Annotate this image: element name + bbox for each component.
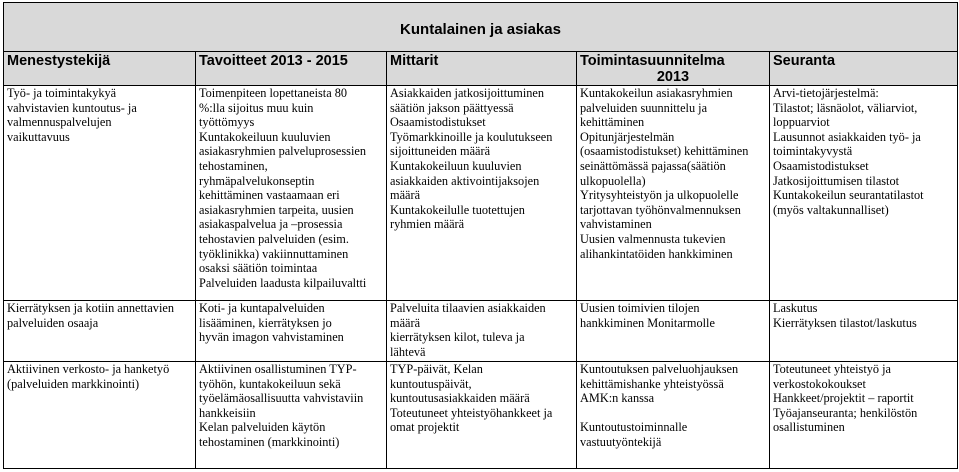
- cell-text-line: osallistuminen: [773, 420, 845, 435]
- cell-text-line: kehittäminen vastaamaan eri: [199, 188, 340, 203]
- cell-text-line: säätiön jakson päättyessä: [390, 100, 514, 115]
- cell-text-line: TYP-päivät, Kelan: [390, 362, 483, 376]
- cell-text-line: asiakasryhmien palveluprosessien: [199, 144, 366, 159]
- cell-text-line: omat projektit: [390, 420, 460, 435]
- cell-text-line: Tilastot; läsnäolot, väliarviot,: [773, 100, 918, 115]
- cell-text-line: Työajanseuranta; henkilöstön: [773, 405, 918, 420]
- cell-text-line: Aktiivinen osallistuminen TYP-: [199, 362, 357, 376]
- cell-text-line: %:lla sijoitus muu kuin: [199, 100, 314, 115]
- cell-text-line: Hankkeet/projektit – raportit: [773, 391, 914, 406]
- cell-text-line: Toimenpiteen lopettaneista 80: [199, 86, 348, 100]
- header-toimintasuunnitelma-line1: Toimintasuunnitelma: [580, 53, 725, 69]
- cell-text-line: Kuntakokeilun asiakasryhmien: [580, 86, 733, 100]
- cell-menestystekija: [4, 86, 196, 301]
- cell-text-line: vahvistaminen: [580, 217, 652, 232]
- header-mittarit: Mittarit: [387, 52, 577, 86]
- cell-text-line: Palveluiden laadusta kilpailuvaltti: [199, 275, 367, 290]
- cell-toimintasuunnitelma: [577, 362, 770, 469]
- cell-tavoitteet: [196, 362, 387, 469]
- cell-text-line: Kierrätyksen tilastot/laskutus: [773, 315, 917, 330]
- cell-text-line: Arvi-tietojärjestelmä:: [773, 86, 879, 100]
- cell-text-line: työklinikka) vakiinnuttaminen: [199, 246, 349, 261]
- cell-text-line: vaikuttavuus: [7, 129, 70, 144]
- header-seuranta: Seuranta: [770, 52, 958, 86]
- cell-text-line: kuntoutuspäivät,: [390, 376, 472, 391]
- header-toimintasuunnitelma-line2: 2013: [656, 69, 690, 85]
- cell-text-line: Uusien valmennusta tukevien: [580, 231, 726, 246]
- cell-text-line: Laskutus: [773, 301, 818, 315]
- header-toimintasuunnitelma: [577, 52, 770, 86]
- cell-text-line: tehostaminen (markkinointi): [199, 434, 340, 449]
- cell-text-line: palveluiden suunnittelu ja: [580, 100, 708, 115]
- cell-text-line: seinättömässä pajassa(säätiön: [580, 158, 726, 173]
- cell-text-line: työttömyys: [199, 115, 255, 130]
- cell-toimintasuunnitelma: [577, 86, 770, 301]
- cell-text-line: Kuntakokeiluun kuuluvien: [390, 158, 522, 173]
- cell-text-line: työelämäosallisuutta vahvistaviin: [199, 391, 364, 406]
- cell-text-line: (palveluiden markkinointi): [7, 376, 140, 391]
- cell-text-line: asiakasryhmien tarpeita, uusien: [199, 202, 354, 217]
- cell-toimintasuunnitelma: [577, 301, 770, 362]
- cell-text-line: osaksi säätiön toimintaa: [199, 261, 318, 276]
- cell-text-line: [580, 406, 766, 421]
- cell-text-line: Toteutuneet yhteistyöhankkeet ja: [390, 405, 553, 420]
- cell-text-line: hankkeisiin: [199, 405, 256, 420]
- cell-text-line: (osaamistodistukset) kehittäminen: [580, 144, 749, 159]
- cell-text-line: Kuntoutuksen palveluohjauksen: [580, 362, 739, 376]
- cell-text-line: ryhmäpalvelukonseptin: [199, 173, 315, 188]
- cell-menestystekija: [4, 362, 196, 469]
- cell-text-line: Kierrätyksen ja kotiin annettavien: [7, 301, 174, 315]
- cell-seuranta: [770, 301, 958, 362]
- cell-text-line: Osaamistodistukset: [773, 158, 869, 173]
- cell-text-line: (myös valtakunnalliset): [773, 202, 889, 217]
- cell-text-line: sijoittuneiden määrä: [390, 144, 491, 159]
- cell-text-line: Kelan palveluiden käytön: [199, 420, 326, 435]
- cell-text-line: asiakkaiden aktivointijaksojen: [390, 173, 540, 188]
- cell-text-line: ryhmien määrä: [390, 217, 465, 232]
- cell-text-line: kierrätyksen kilot, tuleva ja: [390, 330, 525, 345]
- cell-text-line: valmennuspalvelujen: [7, 115, 112, 130]
- cell-text-line: lisääminen, kierrätyksen jo: [199, 315, 332, 330]
- cell-text-line: Koti- ja kuntapalveluiden: [199, 301, 325, 315]
- cell-text-line: Kuntakokeilun seurantatilastot: [773, 188, 924, 203]
- cell-text-line: Palveluita tilaavien asiakkaiden: [390, 301, 546, 315]
- cell-text-line: määrä: [390, 188, 421, 203]
- header-tavoitteet: Tavoitteet 2013 - 2015: [196, 52, 387, 86]
- cell-tavoitteet: [196, 86, 387, 301]
- cell-text-line: Toteutuneet yhteistyö ja: [773, 362, 891, 376]
- cell-text-line: Kuntakokeilulle tuotettujen: [390, 202, 525, 217]
- cell-text-line: Osaamistodistukset: [390, 115, 486, 130]
- cell-text-line: tehostaminen,: [199, 158, 268, 173]
- cell-text-line: hankkiminen Monitarmolle: [580, 315, 715, 330]
- header-menestystekija: Menestystekijä: [4, 52, 196, 86]
- cell-text-line: Asiakkaiden jatkosijoittuminen: [390, 86, 545, 100]
- cell-seuranta: [770, 86, 958, 301]
- cell-text-line: loppuarviot: [773, 115, 830, 130]
- cell-text-line: Työmarkkinoille ja koulutukseen: [390, 129, 553, 144]
- cell-text-line: Jatkosijoittumisen tilastot: [773, 173, 900, 188]
- cell-text-line: asiakaspalvelua ja –prosessia: [199, 217, 343, 232]
- cell-text-line: kuntoutusasiakkaiden määrä: [390, 391, 530, 406]
- cell-text-line: vastuutyöntekijä: [580, 434, 662, 449]
- cell-text-line: Kuntakokeiluun kuuluvien: [199, 129, 331, 144]
- table-row: [4, 86, 958, 301]
- cell-text-line: AMK:n kanssa: [580, 391, 655, 406]
- cell-text-line: palveluiden osaaja: [7, 315, 99, 330]
- table-row: [4, 362, 958, 469]
- table-row: [4, 301, 958, 362]
- cell-text-line: alihankintatöiden hankkiminen: [580, 246, 733, 261]
- cell-text-line: Opitunjärjestelmän: [580, 129, 675, 144]
- kuntalainen-table: [3, 2, 958, 469]
- cell-text-line: Uusien toimivien tilojen: [580, 301, 700, 315]
- cell-text-line: hyvän imagon vahvistaminen: [199, 330, 344, 345]
- cell-mittarit: [387, 362, 577, 469]
- cell-text-line: tehostavien palveluiden (esim.: [199, 231, 349, 246]
- cell-mittarit: [387, 301, 577, 362]
- cell-text-line: kehittäminen: [580, 115, 645, 130]
- cell-seuranta: [770, 362, 958, 469]
- cell-text-line: kehittämishanke yhteistyössä: [580, 376, 724, 391]
- cell-text-line: toimintakyvystä: [773, 144, 853, 159]
- cell-text-line: Kuntoutustoiminnalle: [580, 420, 688, 435]
- cell-text-line: työhön, kuntakokeiluun sekä: [199, 376, 341, 391]
- cell-menestystekija: [4, 301, 196, 362]
- cell-mittarit: [387, 86, 577, 301]
- cell-text-line: Lausunnot asiakkaiden työ- ja: [773, 129, 921, 144]
- cell-text-line: Yritysyhteistyön ja ulkopuolelle: [580, 188, 739, 203]
- cell-text-line: Aktiivinen verkosto- ja hanketyö: [7, 362, 170, 376]
- cell-text-line: määrä: [390, 315, 421, 330]
- cell-text-line: ulkopuolella): [580, 173, 646, 188]
- cell-text-line: verkostokokoukset: [773, 376, 866, 391]
- cell-tavoitteet: [196, 301, 387, 362]
- cell-text-line: lähtevä: [390, 344, 426, 359]
- cell-text-line: Työ- ja toimintakykyä: [7, 86, 117, 100]
- cell-text-line: vahvistavien kuntoutus- ja: [7, 100, 137, 115]
- table-title: Kuntalainen ja asiakas: [4, 3, 958, 52]
- cell-text-line: tarjottavan työhönvalmennuksen: [580, 202, 741, 217]
